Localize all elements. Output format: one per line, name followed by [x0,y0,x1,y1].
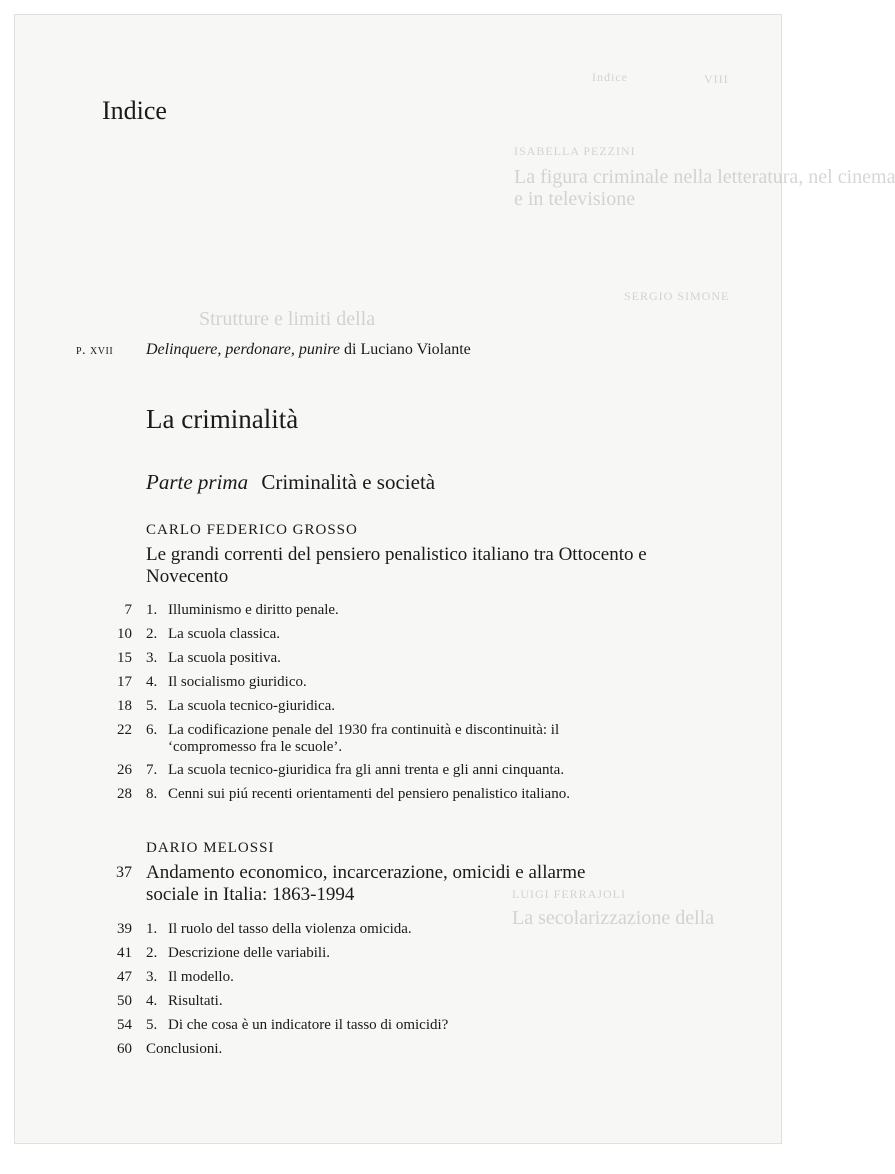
toc-text: Conclusioni. [146,1041,223,1057]
toc-text: Descrizione delle variabili. [168,945,331,961]
ghost-author-2: SERGIO SIMONE [624,289,730,303]
toc-page: 39 [117,921,132,937]
essay-title: Le grandi correnti del pensiero penalistico italiano tra Ottocento e Novecento [146,544,647,587]
toc-number: 2. [146,626,158,642]
toc-number: 2. [146,945,158,961]
toc-number: 5. [146,698,158,714]
ghost-author-3: LUIGI FERRAJOLI [512,887,626,901]
essay-title: Andamento economico, incarcerazione, omicidi e allarme sociale in Italia: 1863-1994 [146,862,586,905]
toc-text: La scuola classica. [168,626,281,642]
toc-page: 26 [117,762,132,778]
section-title [146,470,435,495]
toc-text: La scuola tecnico-giuridica fra gli anni trenta e gli anni cinquanta. [168,762,565,778]
toc-page: 60 [117,1041,132,1057]
toc-text: Illuminismo e diritto penale. [168,602,339,618]
toc-text: La codificazione penale del 1930 fra continuità e discontinuità: il ‘compromesso fra le scuole’. [168,722,560,755]
toc-number: 3. [146,969,158,985]
part-title: La criminalità [146,404,299,434]
toc-text: Cenni sui piú recenti orientamenti del pensiero penalistico italiano. [168,786,570,802]
toc-number: 3. [146,650,158,666]
section-label: Parte prima [146,470,249,494]
page-title: Indice [102,96,167,125]
toc-page: 15 [117,650,132,666]
toc-number: 4. [146,993,158,1009]
toc-text: Il socialismo giuridico. [168,674,307,690]
toc-page: 28 [117,786,132,802]
intro-page-number: p. xvii [76,343,114,358]
toc-page: 18 [117,698,132,714]
toc-page: 10 [117,626,132,642]
toc-text: Il modello. [168,969,234,985]
book-page [14,14,895,1144]
toc-page: 7 [124,602,132,618]
ghost-title-1a: La figura criminale nella letteratura, nel cinema [514,166,895,188]
intro-author: di Luciano Violante [344,341,471,358]
essay-author: CARLO FEDERICO GROSSO [146,522,358,538]
section-name: Criminalità e società [261,470,436,494]
toc-text: La scuola positiva. [168,650,281,666]
toc-number: 8. [146,786,158,802]
toc-page: 22 [117,722,132,738]
essay-page-number: 37 [116,864,132,881]
toc-number: 4. [146,674,158,690]
ghost-title-3: La secolarizzazione della [512,907,715,929]
ghost-header-title: Indice [592,70,628,84]
toc-page: 50 [117,993,132,1009]
ghost-title-2: Strutture e limiti della [199,308,376,330]
toc-text: Risultati. [168,993,223,1009]
toc-number: 1. [146,921,158,937]
toc-page: 54 [117,1017,132,1033]
toc-page: 41 [117,945,132,961]
toc-number: 1. [146,602,158,618]
ghost-author-1: ISABELLA PEZZINI [514,144,636,158]
ghost-header-page: VIII [704,72,729,86]
toc-text: Di che cosa è un indicatore il tasso di omicidi? [168,1017,449,1033]
toc-text: Il ruolo del tasso della violenza omicida. [168,921,412,937]
toc-text: La scuola tecnico-giuridica. [168,698,336,714]
toc-number: 5. [146,1017,158,1033]
essay-author: DARIO MELOSSI [146,840,275,856]
toc-page: 17 [117,674,132,690]
toc-number: 6. [146,722,158,738]
intro-title: Delinquere, perdonare, punire [146,341,341,358]
ghost-title-1b: e in televisione [514,188,636,210]
intro-entry [146,341,471,359]
toc-page: 47 [117,969,132,985]
toc-number: 7. [146,762,158,778]
